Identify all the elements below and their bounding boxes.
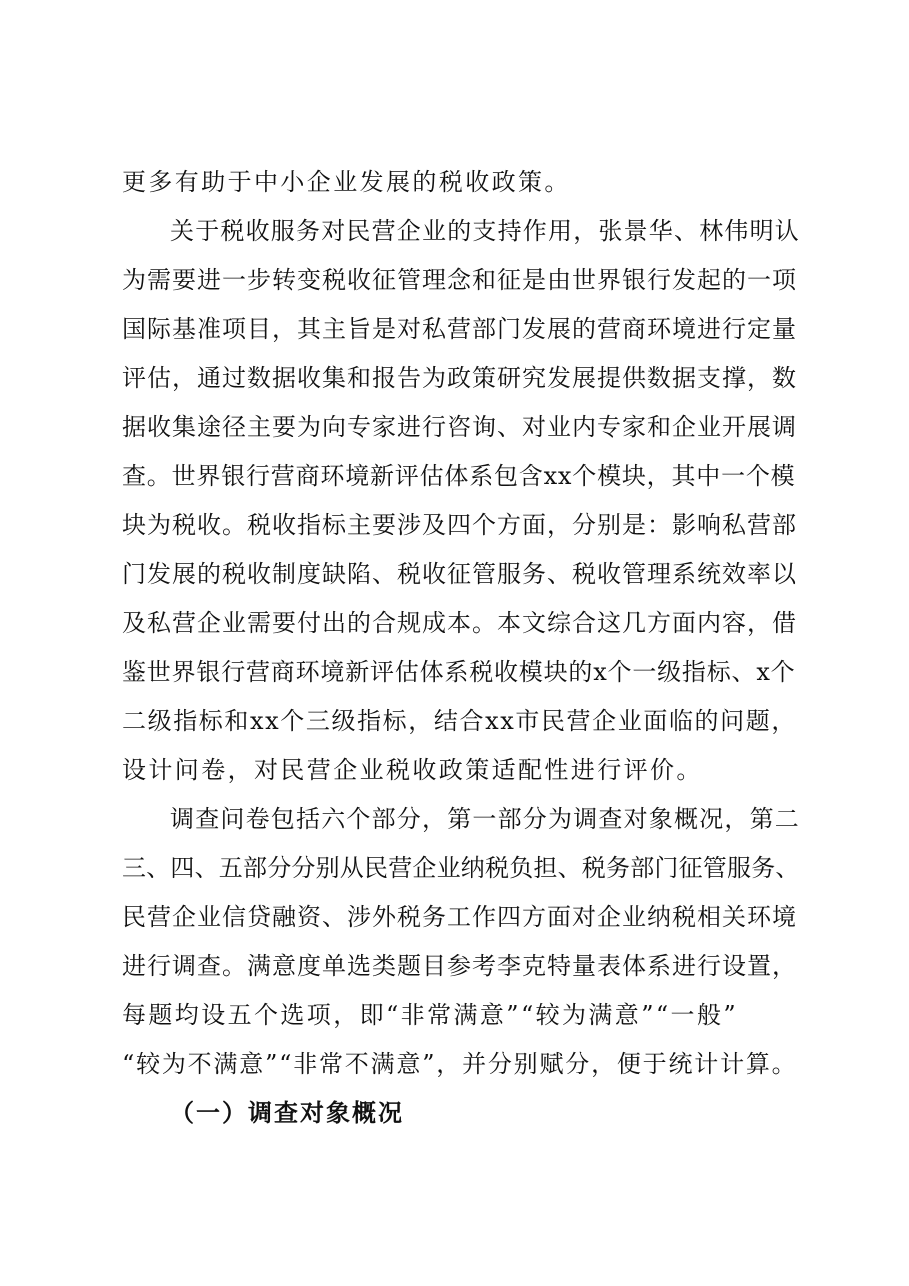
paragraph-line: 关于税收服务对民营企业的支持作用，张景华、林伟明认 [170,217,800,245]
paragraph-line: 调查问卷包括六个部分，第一部分为调查对象概况，第二 [170,805,800,833]
paragraph-line: “较为不满意”“非常不满意”，并分别赋分，便于统计计算。 [122,1050,798,1078]
paragraph-line: 更多有助于中小企业发展的税收政策。 [122,168,571,196]
paragraph-line: 二级指标和xx个三级指标，结合xx市民营企业面临的问题， [122,707,797,735]
paragraph-line: 据收集途径主要为向专家进行咨询、对业内专家和企业开展调 [122,413,797,441]
paragraph-line: 进行调查。满意度单选类题目参考李克特量表体系进行设置， [122,952,797,980]
paragraph-line: 查。世界银行营商环境新评估体系包含xx个模块，其中一个模 [122,462,796,490]
paragraph-line: 国际基准项目，其主旨是对私营部门发展的营商环境进行定量 [122,315,797,343]
section-heading: （一）调查对象概况 [170,1098,404,1127]
paragraph-line: 为需要进一步转变税收征管理念和征是由世界银行发起的一项 [122,266,797,294]
paragraph-line: 门发展的税收制度缺陷、税收征管服务、税收管理系统效率以 [122,560,797,588]
paragraph-line: 设计问卷，对民营企业税收政策适配性进行评价。 [122,756,703,784]
paragraph-line: 民营企业信贷融资、涉外税务工作四方面对企业纳税相关环境 [122,903,797,931]
paragraph-line: 每题均设五个选项，即“非常满意”“较为满意”“一般” [122,1001,739,1029]
paragraph-line: 三、四、五部分分别从民营企业纳税负担、税务部门征管服务、 [122,854,800,882]
paragraph-line: 块为税收。税收指标主要涉及四个方面，分别是：影响私营部 [122,511,797,539]
paragraph-line: 及私营企业需要付出的合规成本。本文综合这几方面内容，借 [122,609,797,637]
paragraph-line: 评估，通过数据收集和报告为政策研究发展提供数据支撑，数 [122,364,797,392]
paragraph-line: 鉴世界银行营商环境新评估体系税收模块的x个一级指标、x个 [122,658,796,686]
